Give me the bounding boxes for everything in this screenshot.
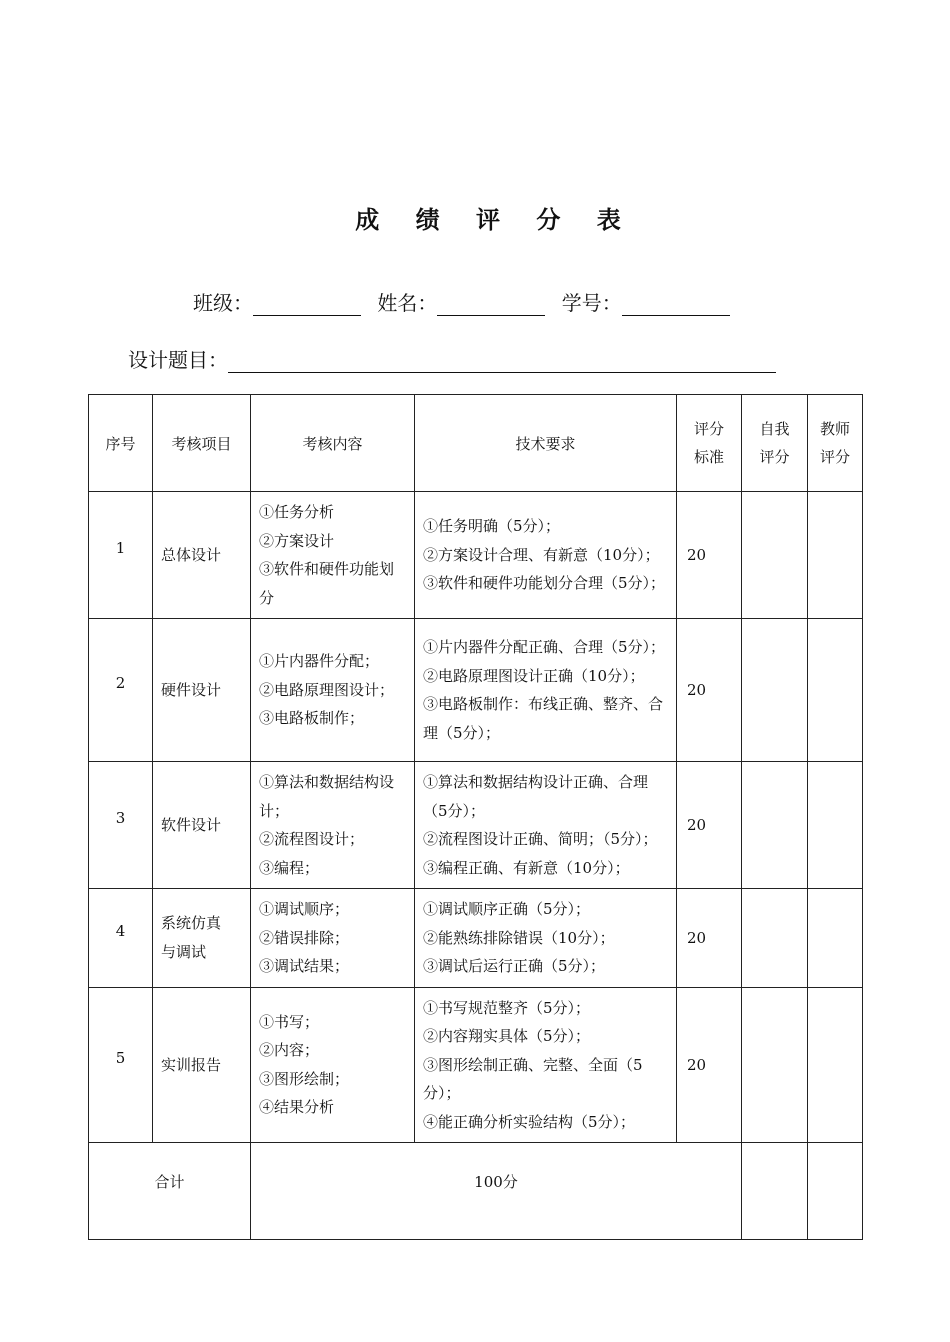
row-index: 1 bbox=[89, 492, 153, 619]
content-line: ①算法和数据结构设计； bbox=[259, 773, 395, 820]
content-line: ②方案设计 bbox=[259, 531, 335, 550]
row-standard-score: 20 bbox=[677, 762, 742, 889]
self-score-cell[interactable] bbox=[742, 889, 808, 988]
class-blank[interactable] bbox=[253, 293, 361, 316]
requirement-line: ①片内器件分配正确、合理（5分）； bbox=[423, 638, 666, 656]
content-line: ②错误排除； bbox=[259, 928, 350, 947]
header-teacher-line: 评分 bbox=[819, 448, 850, 466]
header-self-line: 评分 bbox=[759, 448, 790, 466]
row-item-line: 系统仿真 bbox=[161, 914, 222, 933]
content-line: ①任务分析 bbox=[259, 503, 335, 521]
row-content bbox=[251, 987, 415, 1143]
name-label: 姓名： bbox=[377, 291, 438, 315]
row-item-line: 实训报告 bbox=[161, 1055, 222, 1074]
row-index: 3 bbox=[89, 762, 153, 889]
row-item bbox=[153, 762, 251, 889]
self-score-cell[interactable] bbox=[742, 762, 808, 889]
row-content bbox=[251, 619, 415, 762]
header-standard bbox=[677, 395, 742, 492]
requirement-line: ②内容翔实具体（5分）； bbox=[423, 1027, 591, 1045]
content-line: ③编程； bbox=[259, 858, 320, 877]
row-requirement bbox=[415, 492, 677, 619]
table-row bbox=[89, 889, 863, 988]
row-item-line: 与调试 bbox=[161, 942, 207, 961]
requirement-line: ②流程图设计正确、简明；（5分）； bbox=[423, 830, 658, 848]
row-item-line: 硬件设计 bbox=[161, 680, 222, 699]
row-requirement bbox=[415, 987, 677, 1143]
content-line: ④结果分析 bbox=[259, 1098, 335, 1117]
teacher-score-cell[interactable] bbox=[808, 889, 863, 988]
content-line: ①片内器件分配； bbox=[259, 652, 380, 671]
requirement-line: ②能熟练排除错误（10分）； bbox=[423, 928, 615, 947]
table-row bbox=[89, 762, 863, 889]
row-standard-score: 20 bbox=[677, 619, 742, 762]
name-blank[interactable] bbox=[437, 293, 545, 316]
row-index: 4 bbox=[89, 889, 153, 988]
content-line: ③电路板制作； bbox=[259, 709, 365, 728]
row-item bbox=[153, 619, 251, 762]
self-total-cell[interactable] bbox=[742, 1143, 808, 1240]
content-line: ①调试顺序； bbox=[259, 900, 350, 918]
row-content bbox=[251, 492, 415, 619]
total-value: 100分 bbox=[251, 1143, 742, 1240]
row-item bbox=[153, 889, 251, 988]
header-content: 考核内容 bbox=[251, 395, 415, 492]
row-item-line: 总体设计 bbox=[161, 545, 222, 564]
header-item: 考核项目 bbox=[153, 395, 251, 492]
requirement-line: ③软件和硬件功能划分合理（5分）； bbox=[423, 574, 666, 593]
row-standard-score: 20 bbox=[677, 889, 742, 988]
total-label: 合计 bbox=[89, 1143, 251, 1240]
content-line: ②电路原理图设计； bbox=[259, 680, 395, 699]
table-row bbox=[89, 492, 863, 619]
student-id-blank[interactable] bbox=[622, 293, 730, 316]
header-self-score bbox=[742, 395, 808, 492]
requirement-line: ②电路原理图设计正确（10分）； bbox=[423, 666, 645, 685]
student-info-line bbox=[193, 287, 740, 316]
teacher-score-cell[interactable] bbox=[808, 619, 863, 762]
table-row bbox=[89, 987, 863, 1143]
teacher-score-cell[interactable] bbox=[808, 762, 863, 889]
row-index: 2 bbox=[89, 619, 153, 762]
row-requirement bbox=[415, 762, 677, 889]
student-id-label: 学号： bbox=[561, 291, 622, 315]
requirement-line: ③调试后运行正确（5分）； bbox=[423, 957, 606, 975]
design-topic-line bbox=[128, 344, 776, 373]
requirement-line: ①书写规范整齐（5分）； bbox=[423, 998, 591, 1017]
row-content bbox=[251, 762, 415, 889]
row-standard-score: 20 bbox=[677, 492, 742, 619]
header-self-line: 自我 bbox=[759, 420, 790, 438]
header-teacher-line: 教师 bbox=[819, 420, 850, 438]
requirement-line: ③图形绘制正确、完整、全面（5分）； bbox=[423, 1055, 643, 1102]
requirement-line: ①算法和数据结构设计正确、合理（5分）； bbox=[423, 773, 649, 820]
page-title: 成 绩 评 分 表 bbox=[355, 206, 635, 234]
design-topic-label: 设计题目： bbox=[128, 348, 228, 372]
self-score-cell[interactable] bbox=[742, 492, 808, 619]
header-standard-line: 评分 bbox=[693, 420, 724, 438]
self-score-cell[interactable] bbox=[742, 619, 808, 762]
self-score-cell[interactable] bbox=[742, 987, 808, 1143]
content-line: ③软件和硬件功能划分 bbox=[259, 560, 395, 607]
content-line: ②流程图设计； bbox=[259, 830, 365, 848]
header-standard-line: 标准 bbox=[693, 448, 724, 466]
requirement-line: ①调试顺序正确（5分）； bbox=[423, 900, 591, 918]
row-index: 5 bbox=[89, 987, 153, 1143]
content-line: ③图形绘制； bbox=[259, 1069, 350, 1088]
teacher-score-cell[interactable] bbox=[808, 987, 863, 1143]
row-requirement bbox=[415, 619, 677, 762]
header-requirement: 技术要求 bbox=[415, 395, 677, 492]
content-line: ②内容； bbox=[259, 1041, 320, 1060]
design-topic-blank[interactable] bbox=[228, 350, 776, 373]
teacher-score-cell[interactable] bbox=[808, 492, 863, 619]
header-teacher-score bbox=[808, 395, 863, 492]
score-table bbox=[88, 394, 863, 1240]
requirement-line: ③编程正确、有新意（10分）； bbox=[423, 858, 630, 877]
requirement-line: ①任务明确（5分）； bbox=[423, 517, 561, 536]
table-row bbox=[89, 619, 863, 762]
content-line: ①书写； bbox=[259, 1012, 320, 1031]
content-line: ③调试结果； bbox=[259, 957, 350, 975]
requirement-line: ④能正确分析实验结构（5分）； bbox=[423, 1112, 636, 1131]
class-label: 班级： bbox=[193, 291, 253, 315]
row-content bbox=[251, 889, 415, 988]
row-item bbox=[153, 492, 251, 619]
table-header-row bbox=[89, 395, 863, 492]
header-index: 序号 bbox=[89, 395, 153, 492]
total-row bbox=[89, 1143, 863, 1240]
row-item-line: 软件设计 bbox=[161, 815, 222, 834]
row-standard-score: 20 bbox=[677, 987, 742, 1143]
row-requirement bbox=[415, 889, 677, 988]
teacher-total-cell[interactable] bbox=[808, 1143, 863, 1240]
requirement-line: ③电路板制作：布线正确、整齐、合理（5分）； bbox=[423, 695, 664, 742]
row-item bbox=[153, 987, 251, 1143]
requirement-line: ②方案设计合理、有新意（10分）； bbox=[423, 545, 660, 564]
